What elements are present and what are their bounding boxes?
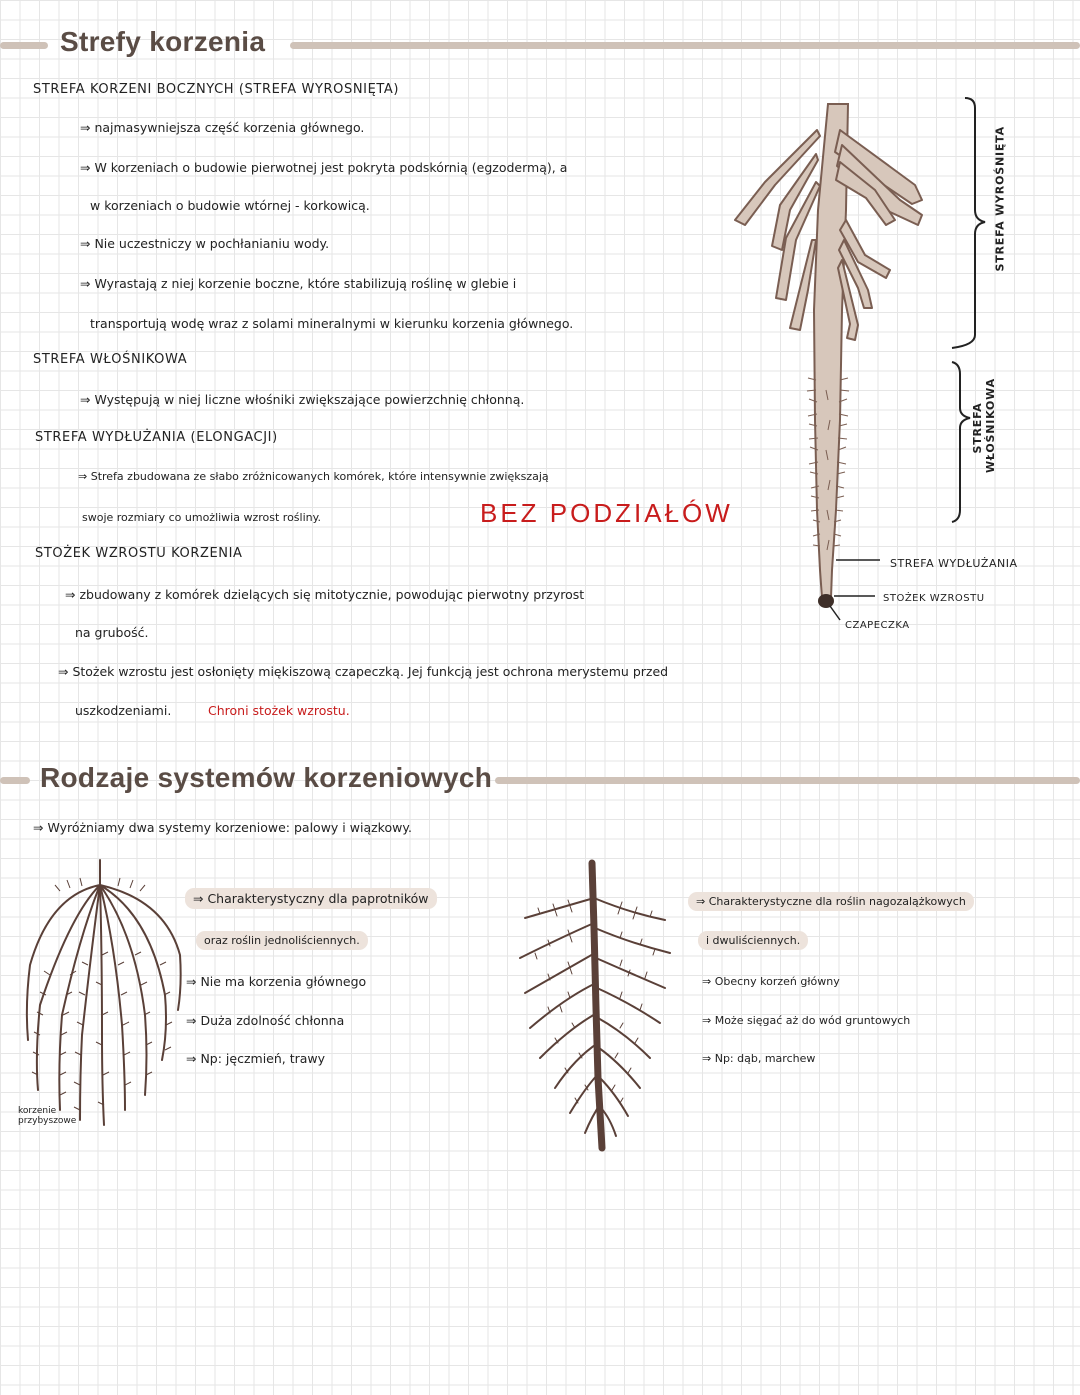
label-hair-zone-line1: STREFA bbox=[971, 402, 984, 454]
taproot-drawing bbox=[510, 858, 680, 1158]
note-protects-tip: Chroni stożek wzrostu. bbox=[208, 703, 350, 718]
text-line: uszkodzeniami. bbox=[75, 703, 172, 718]
label-growth-tip: STOŻEK WZROSTU bbox=[883, 593, 985, 604]
fibrous-point: ⇒ Nie ma korzenia głównego bbox=[186, 974, 367, 989]
heading-elongation-zone: STREFA WYDŁUŻANIA (ELONGACJI) bbox=[35, 430, 278, 445]
title-bar-left bbox=[0, 777, 30, 784]
text-line: ⇒ Strefa zbudowana ze słabo zróżnicowanych komórek, które intensywnie zwiększają bbox=[78, 470, 549, 483]
intro-line: ⇒ Wyróżniamy dwa systemy korzeniowe: palowy i wiązkowy. bbox=[33, 820, 412, 835]
label-adventitious-roots bbox=[18, 1106, 76, 1126]
label-adventitious-line1: korzenie bbox=[18, 1106, 57, 1116]
taproot-line-1 bbox=[688, 895, 974, 908]
fibrous-line-2 bbox=[196, 934, 368, 947]
title-bar-left bbox=[0, 42, 48, 49]
heading-growth-tip: STOŻEK WZROSTU KORZENIA bbox=[35, 546, 243, 561]
note-no-division: BEZ PODZIAŁÓW bbox=[480, 498, 733, 528]
text-line: ⇒ Nie uczestniczy w pochłanianiu wody. bbox=[80, 236, 330, 251]
highlight: ⇒ Charakterystyczny dla paprotników bbox=[185, 888, 437, 909]
taproot-point: ⇒ Np: dąb, marchew bbox=[702, 1052, 816, 1065]
fibrous-point: ⇒ Np: jęczmień, trawy bbox=[186, 1051, 326, 1066]
label-adventitious-line2: przybyszowe bbox=[18, 1116, 77, 1126]
highlight: ⇒ Charakterystyczne dla roślin nagozalążkowych bbox=[688, 892, 974, 911]
title-bar-right bbox=[495, 777, 1080, 784]
fibrous-point: ⇒ Duża zdolność chłonna bbox=[186, 1013, 345, 1028]
section-title-root-zones: Strefy korzenia bbox=[60, 26, 266, 57]
root-zones-diagram bbox=[690, 90, 1080, 650]
text-line: ⇒ Występują w niej liczne włośniki zwiększające powierzchnię chłonną. bbox=[80, 392, 525, 407]
taproot-line-2 bbox=[698, 934, 808, 947]
section-title-root-systems: Rodzaje systemów korzeniowych bbox=[40, 762, 493, 793]
text-line: transportują wodę wraz z solami mineralnymi w kierunku korzenia głównego. bbox=[90, 316, 574, 331]
label-elongation-zone: STREFA WYDŁUŻANIA bbox=[890, 557, 1018, 570]
fibrous-root-drawing bbox=[10, 855, 190, 1145]
highlight: oraz roślin jednoliściennych. bbox=[196, 931, 368, 950]
label-hair-zone-line2: WŁOŚNIKOWA bbox=[984, 378, 997, 473]
highlight: i dwuliściennych. bbox=[698, 931, 808, 950]
text-line: na grubość. bbox=[75, 625, 149, 640]
label-grown-zone: STREFA WYROŚNIĘTA bbox=[993, 126, 1007, 272]
root-cap bbox=[818, 594, 834, 608]
text-line: swoje rozmiary co umożliwia wzrost rośliny. bbox=[82, 511, 322, 524]
text-line: ⇒ W korzeniach o budowie pierwotnej jest pokryta podskórnią (egzodermą), a bbox=[80, 160, 568, 175]
title-bar-right bbox=[290, 42, 1080, 49]
text-line: ⇒ zbudowany z komórek dzielących się mitotycznie, powodując pierwotny przyrost bbox=[65, 587, 585, 602]
text-line: w korzeniach o budowie wtórnej - korkowicą. bbox=[90, 198, 370, 213]
text-line: ⇒ Wyrastają z niej korzenie boczne, które stabilizują roślinę w glebie i bbox=[80, 276, 517, 291]
taproot-point: ⇒ Obecny korzeń główny bbox=[702, 975, 840, 988]
text-line: ⇒ najmasywniejsza część korzenia głównego. bbox=[80, 120, 365, 135]
heading-lateral-zone: STREFA KORZENI BOCZNYCH (STREFA WYROSNIĘTA) bbox=[33, 82, 400, 97]
fibrous-line-1 bbox=[185, 891, 437, 906]
heading-hair-zone: STREFA WŁOŚNIKOWA bbox=[33, 352, 188, 367]
label-hair-zone bbox=[971, 378, 999, 473]
text-line: ⇒ Stożek wzrostu jest osłonięty miękiszową czapeczką. Jej funkcją jest ochrona merystemu przed bbox=[58, 664, 669, 679]
label-root-cap: CZAPECZKA bbox=[845, 620, 910, 631]
taproot-point: ⇒ Może sięgać aż do wód gruntowych bbox=[702, 1014, 911, 1027]
pointer-lines bbox=[830, 560, 880, 620]
